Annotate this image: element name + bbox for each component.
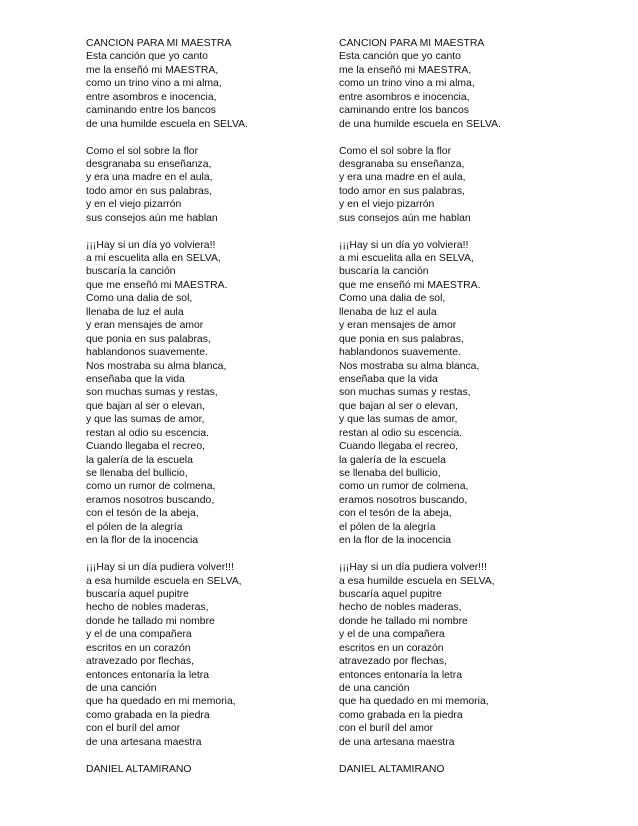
poem-line: y eran mensajes de amor xyxy=(339,320,457,332)
poem-line: desgranaba su enseñanza, xyxy=(86,158,212,170)
poem-line: restan al odio su escencia. xyxy=(339,427,463,439)
poem-line: Cuando llegaba el recreo, xyxy=(339,441,458,453)
poem-line: y el de una compañera xyxy=(339,629,445,641)
poem-line: con el tesón de la abeja, xyxy=(86,508,199,520)
poem-line: de una artesana maestra xyxy=(86,736,202,748)
poem-line: enseñaba que la vida xyxy=(339,373,438,385)
poem-line: y en el viejo pizarrón xyxy=(86,199,182,211)
poem-line: Nos mostraba su alma blanca, xyxy=(86,360,227,372)
poem-line: el pólen de la alegría xyxy=(339,521,436,533)
poem-line: con el tesón de la abeja, xyxy=(339,508,452,520)
poem-line: hablandonos suavemente. xyxy=(339,347,461,359)
poem-line: hablandonos suavemente. xyxy=(86,347,208,359)
poem-line: a esa humilde escuela en SELVA, xyxy=(86,575,242,587)
poem-line: sus consejos aún me hablan xyxy=(339,212,471,224)
poem-line: y era una madre en el aula, xyxy=(339,172,466,184)
poem-line: desgranaba su enseñanza, xyxy=(339,158,465,170)
poem-line: y en el viejo pizarrón xyxy=(339,199,435,211)
poem-line: y era una madre en el aula, xyxy=(86,172,213,184)
poem-line: me la enseñó mi MAESTRA, xyxy=(86,64,219,76)
poem-line: con el buríl del amor xyxy=(339,723,434,735)
poem-line: Esta canción que yo canto xyxy=(86,51,208,63)
poem-line: caminando entre los bancos xyxy=(86,105,216,117)
poem-line: atravezado por flechas, xyxy=(339,656,448,668)
poem-line: entonces entonaría la letra xyxy=(86,669,210,681)
poem-line: llenaba de luz el aula xyxy=(86,306,184,318)
poem-line: escritos en un corazón xyxy=(339,642,444,654)
poem-line: de una canción xyxy=(339,683,410,694)
poem-line: el pólen de la alegría xyxy=(86,521,183,533)
poem-line: Como una dalia de sol, xyxy=(339,293,446,305)
poem-line: todo amor en sus palabras, xyxy=(339,185,465,197)
poem-stanza xyxy=(339,239,589,548)
poem-line: escritos en un corazón xyxy=(86,642,191,654)
poem-line: buscaría la canción xyxy=(86,266,176,278)
poem-line: Como el sol sobre la flor xyxy=(339,145,452,157)
poem-line: que bajan al ser o elevan, xyxy=(86,400,206,412)
poem-column-right xyxy=(339,37,589,776)
poem-line: hecho de nobles maderas, xyxy=(339,602,462,614)
poem-stanza xyxy=(86,50,336,131)
poem-line: todo amor en sus palabras, xyxy=(86,185,212,197)
poem-line: como grabada en la piedra xyxy=(86,709,210,721)
poem-line: de una humilde escuela en SELVA. xyxy=(86,118,248,130)
poem-column-left xyxy=(86,37,336,776)
poem-line: ¡¡¡Hay si un día pudiera volver!!! xyxy=(339,562,487,574)
poem-line: en la flor de la inocencia xyxy=(86,535,199,547)
poem-line: entre asombros e inocencia, xyxy=(339,91,470,103)
poem-line: hecho de nobles maderas, xyxy=(86,602,209,614)
poem-stanza xyxy=(339,50,589,131)
poem-line: eramos nosotros buscando, xyxy=(339,494,468,506)
poem-line: entonces entonaría la letra xyxy=(339,669,463,681)
poem-line: ¡¡¡Hay si un día yo volviera!! xyxy=(339,239,469,251)
poem-line: enseñaba que la vida xyxy=(86,373,185,385)
poem-line: de una humilde escuela en SELVA. xyxy=(339,118,501,130)
poem-line: buscaría aquel pupitre xyxy=(86,588,189,600)
poem-line: y que las sumas de amor, xyxy=(86,414,205,426)
poem-line: como un rumor de colmena, xyxy=(86,481,216,493)
poem-line: que me enseñó mi MAESTRA. xyxy=(339,279,481,291)
poem-line: como un trino vino a mi alma, xyxy=(86,78,222,90)
poem-line: como un rumor de colmena, xyxy=(339,481,469,493)
poem-line: que ha quedado en mi memoria, xyxy=(86,696,236,708)
poem-line: eramos nosotros buscando, xyxy=(86,494,215,506)
poem-line: ¡¡¡Hay si un día pudiera volver!!! xyxy=(86,562,234,574)
poem-line: como un trino vino a mi alma, xyxy=(339,78,475,90)
poem-line: me la enseñó mi MAESTRA, xyxy=(339,64,472,76)
poem-line: atravezado por flechas, xyxy=(86,656,195,668)
poem-line: entre asombros e inocencia, xyxy=(86,91,217,103)
poem-line: de una canción xyxy=(86,683,157,694)
poem-title: CANCION PARA MI MAESTRA xyxy=(339,38,485,49)
poem-stanza xyxy=(339,145,589,226)
poem-line: ¡¡¡Hay si un día yo volviera!! xyxy=(86,239,216,251)
poem-line: restan al odio su escencia. xyxy=(86,427,210,439)
poem-line: con el buríl del amor xyxy=(86,723,181,735)
poem-line: se llenaba del bullicio, xyxy=(339,468,441,479)
poem-line: que ponia en sus palabras, xyxy=(339,333,464,345)
poem-line: la galería de la escuela xyxy=(86,454,193,466)
poem-line: como grabada en la piedra xyxy=(339,709,463,721)
poem-line: que ponia en sus palabras, xyxy=(86,333,211,345)
poem-line: donde he tallado mi nombre xyxy=(339,615,468,627)
poem-stanza xyxy=(86,239,336,548)
poem-line: caminando entre los bancos xyxy=(339,105,469,117)
poem-author: DANIEL ALTAMIRANO xyxy=(339,763,445,775)
poem-line: sus consejos aún me hablan xyxy=(86,212,218,224)
poem-line: y eran mensajes de amor xyxy=(86,320,204,332)
poem-line: Esta canción que yo canto xyxy=(339,51,461,63)
poem-line: que me enseñó mi MAESTRA. xyxy=(86,279,228,291)
poem-line: a mi escuelita alla en SELVA, xyxy=(339,253,474,264)
poem-line: buscaría aquel pupitre xyxy=(339,588,442,600)
poem-line: son muchas sumas y restas, xyxy=(339,387,471,399)
poem-line: a mi escuelita alla en SELVA, xyxy=(86,253,221,264)
poem-stanza xyxy=(339,561,589,749)
poem-line: y que las sumas de amor, xyxy=(339,414,458,426)
poem-line: Nos mostraba su alma blanca, xyxy=(339,360,480,372)
poem-line: llenaba de luz el aula xyxy=(339,306,437,318)
poem-line: Como una dalia de sol, xyxy=(86,293,193,305)
poem-line: que ha quedado en mi memoria, xyxy=(339,696,489,708)
poem-author: DANIEL ALTAMIRANO xyxy=(86,763,192,775)
poem-line: Cuando llegaba el recreo, xyxy=(86,441,205,453)
poem-line: buscaría la canción xyxy=(339,266,429,278)
poem-line: a esa humilde escuela en SELVA, xyxy=(339,575,495,587)
poem-line: se llenaba del bullicio, xyxy=(86,468,188,479)
poem-stanza xyxy=(86,561,336,749)
poem-line: Como el sol sobre la flor xyxy=(86,145,199,157)
poem-line: donde he tallado mi nombre xyxy=(86,615,215,627)
poem-stanza xyxy=(86,145,336,226)
poem-title: CANCION PARA MI MAESTRA xyxy=(86,38,232,49)
poem-line: y el de una compañera xyxy=(86,629,192,641)
poem-line: que bajan al ser o elevan, xyxy=(339,400,459,412)
poem-line: la galería de la escuela xyxy=(339,454,446,466)
poem-line: en la flor de la inocencia xyxy=(339,535,452,547)
poem-line: son muchas sumas y restas, xyxy=(86,387,218,399)
poem-line: de una artesana maestra xyxy=(339,736,455,748)
